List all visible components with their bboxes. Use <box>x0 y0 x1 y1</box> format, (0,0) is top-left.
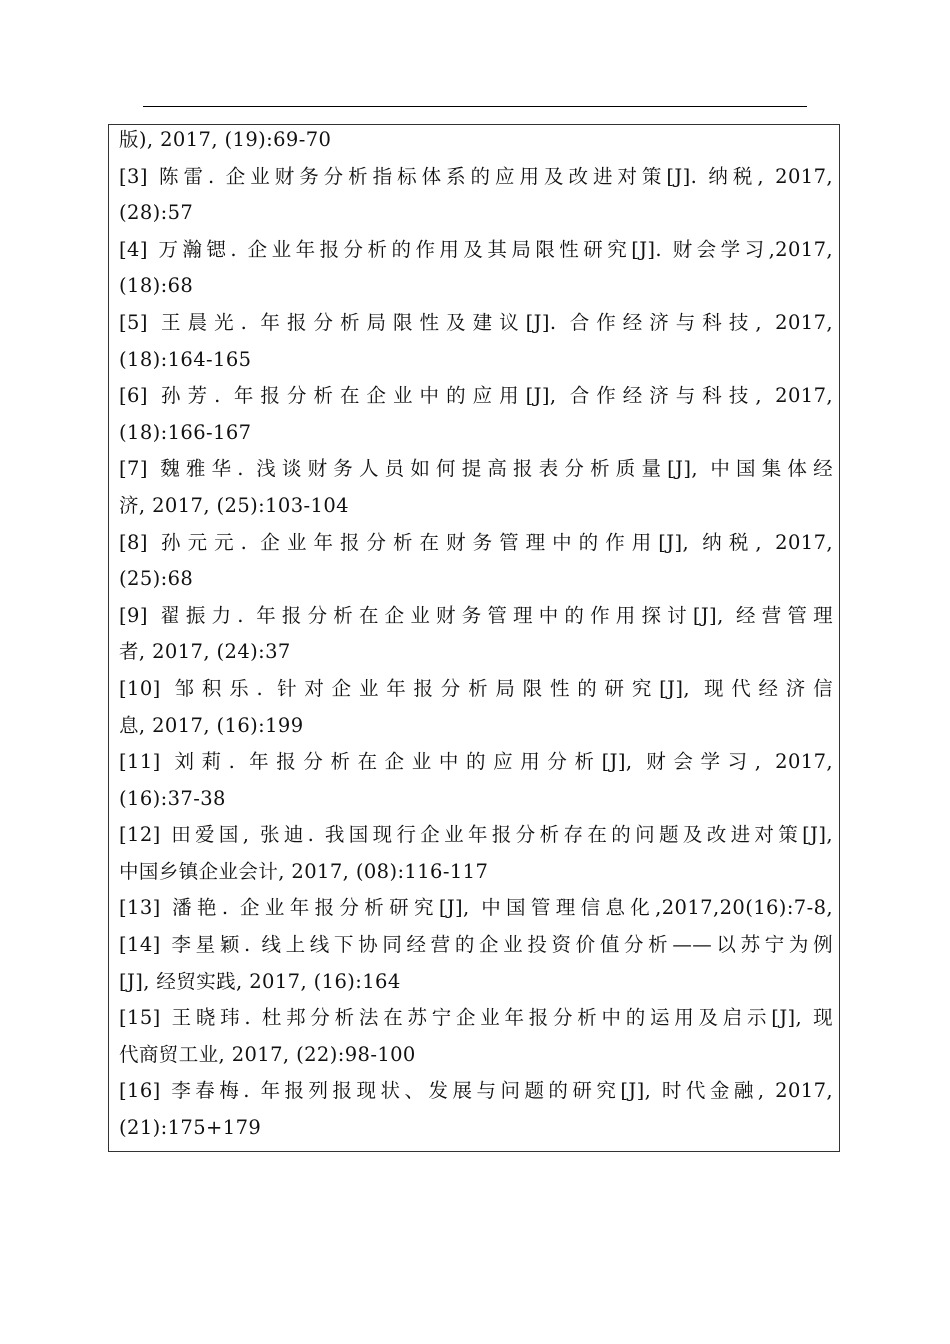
reference-line: 息, 2017, (16):199 <box>119 713 304 737</box>
reference-line: 版), 2017, (19):69-70 <box>119 128 332 151</box>
reference-line: (28):57 <box>119 201 194 225</box>
reference-line: [14] 李星颖. 线上线下协同经营的企业投资价值分析——以苏宁为例 <box>119 933 833 957</box>
reference-line: (18):68 <box>119 274 194 298</box>
reference-line: [13] 潘艳. 企业年报分析研究[J], 中国管理信息化,2017,20(16):7-8, <box>119 896 833 920</box>
header-rule <box>143 106 807 107</box>
reference-line: (18):166-167 <box>119 420 252 444</box>
reference-line: 者, 2017, (24):37 <box>119 640 291 664</box>
reference-line: 中国乡镇企业会计, 2017, (08):116-117 <box>119 859 489 883</box>
reference-line: [7] 魏雅华. 浅谈财务人员如何提高报表分析质量[J], 中国集体经 <box>119 457 833 481</box>
reference-line: [11] 刘莉. 年报分析在企业中的应用分析[J], 财会学习, 2017, <box>119 750 833 774</box>
reference-line: [15] 王晓玮. 杜邦分析法在苏宁企业年报分析中的运用及启示[J], 现 <box>119 1006 833 1030</box>
reference-line: [10] 邹积乐. 针对企业年报分析局限性的研究[J], 现代经济信 <box>119 676 833 700</box>
reference-line: [12] 田爱国, 张迪. 我国现行企业年报分析存在的问题及改进对策[J], <box>119 823 833 847</box>
reference-line: [5] 王晨光. 年报分析局限性及建议[J]. 合作经济与科技, 2017, <box>119 310 833 334</box>
reference-line: [J], 经贸实践, 2017, (16):164 <box>119 969 401 993</box>
reference-line: [3] 陈雷. 企业财务分析指标体系的应用及改进对策[J]. 纳税, 2017, <box>119 164 833 188</box>
reference-line: (18):164-165 <box>119 347 252 371</box>
reference-line: (25):68 <box>119 567 194 591</box>
reference-line: 代商贸工业, 2017, (22):98-100 <box>119 1042 416 1066</box>
reference-line: 济, 2017, (25):103-104 <box>119 493 349 517</box>
reference-list <box>119 122 833 1147</box>
reference-line: [16] 李春梅. 年报列报现状、发展与问题的研究[J], 时代金融, 2017, <box>119 1079 833 1103</box>
reference-line: [9] 翟振力. 年报分析在企业财务管理中的作用探讨[J], 经营管理 <box>119 603 833 627</box>
reference-line: (16):37-38 <box>119 786 226 810</box>
reference-line: [4] 万瀚锶. 企业年报分析的作用及其局限性研究[J]. 财会学习,2017, <box>119 237 833 261</box>
reference-line: [6] 孙芳. 年报分析在企业中的应用[J], 合作经济与科技, 2017, <box>119 384 833 408</box>
reference-line: [8] 孙元元. 企业年报分析在财务管理中的作用[J], 纳税, 2017, <box>119 530 833 554</box>
reference-line: (21):175+179 <box>119 1116 262 1140</box>
